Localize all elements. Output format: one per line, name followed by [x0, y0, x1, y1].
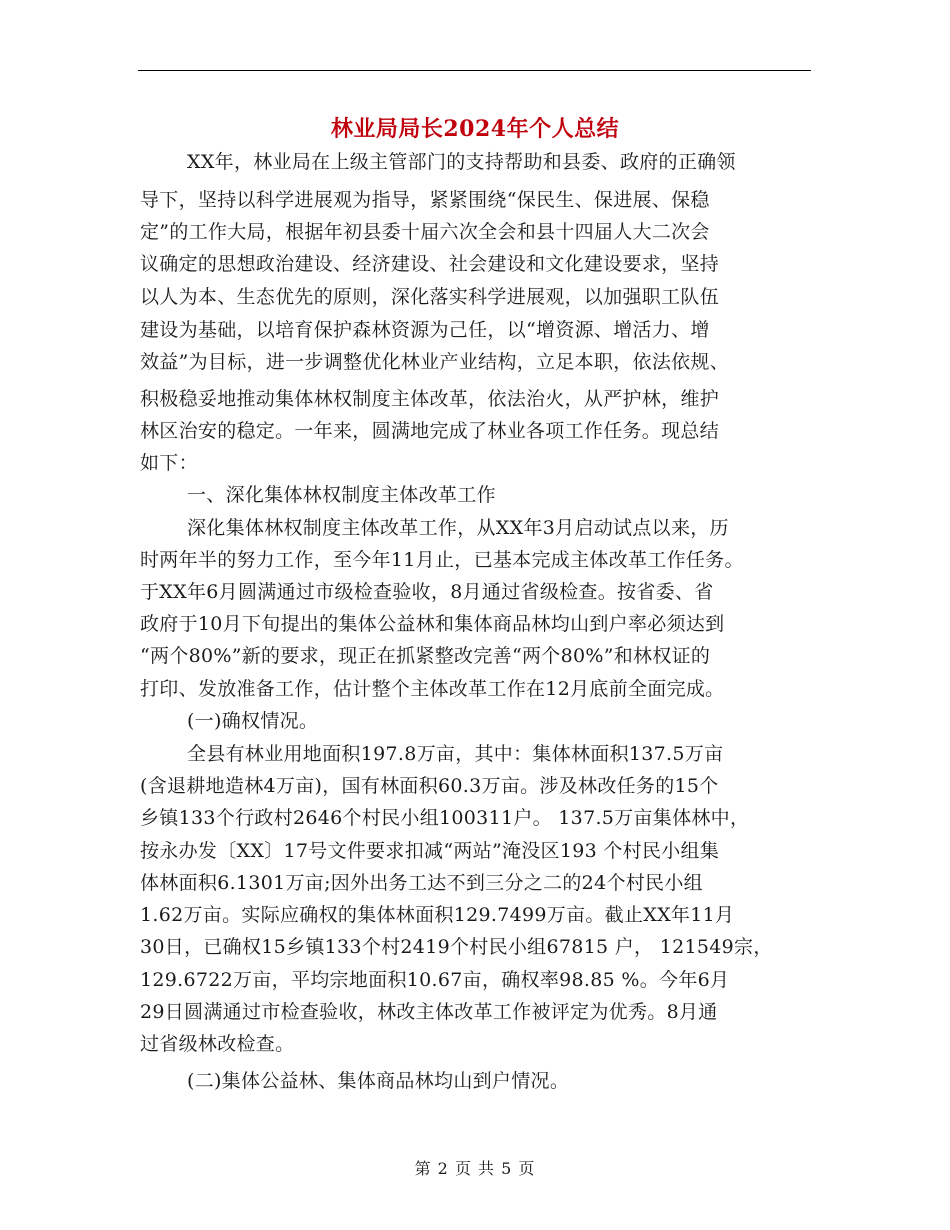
- body-line: 议确定的思想政治建设、经济建设、社会建设和文化建设要求，坚持: [140, 253, 720, 275]
- body-line: 于XX年6月圆满通过市级检查验收，8月通过省级检查。按省委、省: [140, 581, 714, 603]
- body-line: 体林面积6.1301万亩;因外出务工达不到三分之二的24个村民小组: [140, 872, 703, 894]
- body-line: 政府于10月下旬提出的集体公益林和集体商品林均山到户率必须达到: [140, 613, 725, 635]
- subsection-heading: (二)集体公益林、集体商品林均山到户情况。: [187, 1070, 570, 1092]
- document-title: 林业局局长2024年个人总结: [330, 116, 620, 142]
- body-line: 过省级林改检查。: [140, 1033, 295, 1055]
- page-number: 第 2 页 共 5 页: [414, 1159, 536, 1178]
- body-line: 林区治安的稳定。一年来，圆满地完成了林业各项工作任务。现总结: [140, 420, 720, 442]
- body-line: 按永办发〔XX〕17号文件要求扣减“两站”淹没区193 个村民小组集: [140, 840, 720, 862]
- header-rule: [138, 70, 811, 71]
- subsection-heading: (一)确权情况。: [187, 710, 319, 732]
- body-line: 1.62万亩。实际应确权的集体林面积129.7499万亩。截止XX年11月: [140, 904, 735, 926]
- body-line: 导下，坚持以科学进展观为指导，紧紧围绕“保民生、保进展、保稳: [140, 189, 710, 211]
- body-line: 建设为基础，以培育保护森林资源为己任，以“增资源、增活力、增: [140, 319, 710, 341]
- body-line: 定”的工作大局，根据年初县委十届六次全会和县十四届人大二次会: [140, 221, 710, 243]
- body-line: 30日，已确权15乡镇133个村2419个村民小组67815 户， 121549宗，: [140, 936, 773, 958]
- body-line: 以人为本、生态优先的原则，深化落实科学进展观，以加强职工队伍: [140, 286, 720, 308]
- body-line: 如下：: [140, 452, 198, 474]
- body-line: 乡镇133个行政村2646个村民小组100311户。 137.5万亩集体林中，: [140, 807, 750, 829]
- body-line: 深化集体林权制度主体改革工作，从XX年3月启动试点以来，历: [187, 517, 729, 539]
- body-line: (含退耕地造林4万亩)，国有林面积60.3万亩。涉及林改任务的15个: [140, 775, 719, 797]
- body-line: 全县有林业用地面积197.8万亩，其中：集体林面积137.5万亩: [187, 743, 724, 765]
- body-line: 时两年半的努力工作，至今年11月止，已基本完成主体改革工作任务。: [140, 549, 744, 571]
- body-line: 积极稳妥地推动集体林权制度主体改革，依法治火，从严护林，维护: [140, 388, 720, 410]
- body-line: 29日圆满通过市检查验收，林改主体改革工作被评定为优秀。8月通: [140, 1001, 718, 1023]
- body-line: XX年，林业局在上级主管部门的支持帮助和县委、政府的正确领: [187, 151, 736, 173]
- body-line: “两个80%”新的要求，现正在抓紧整改完善“两个80%”和林权证的: [140, 645, 711, 667]
- body-line: 打印、发放准备工作，估计整个主体改革工作在12月底前全面完成。: [140, 678, 725, 700]
- body-line: 129.6722万亩，平均宗地面积10.67亩，确权率98.85 %。今年6月: [140, 969, 730, 991]
- body-line: 效益”为目标，进一步调整优化林业产业结构，立足本职，依法依规、: [140, 351, 730, 373]
- section-heading: 一、深化集体林权制度主体改革工作: [187, 484, 496, 506]
